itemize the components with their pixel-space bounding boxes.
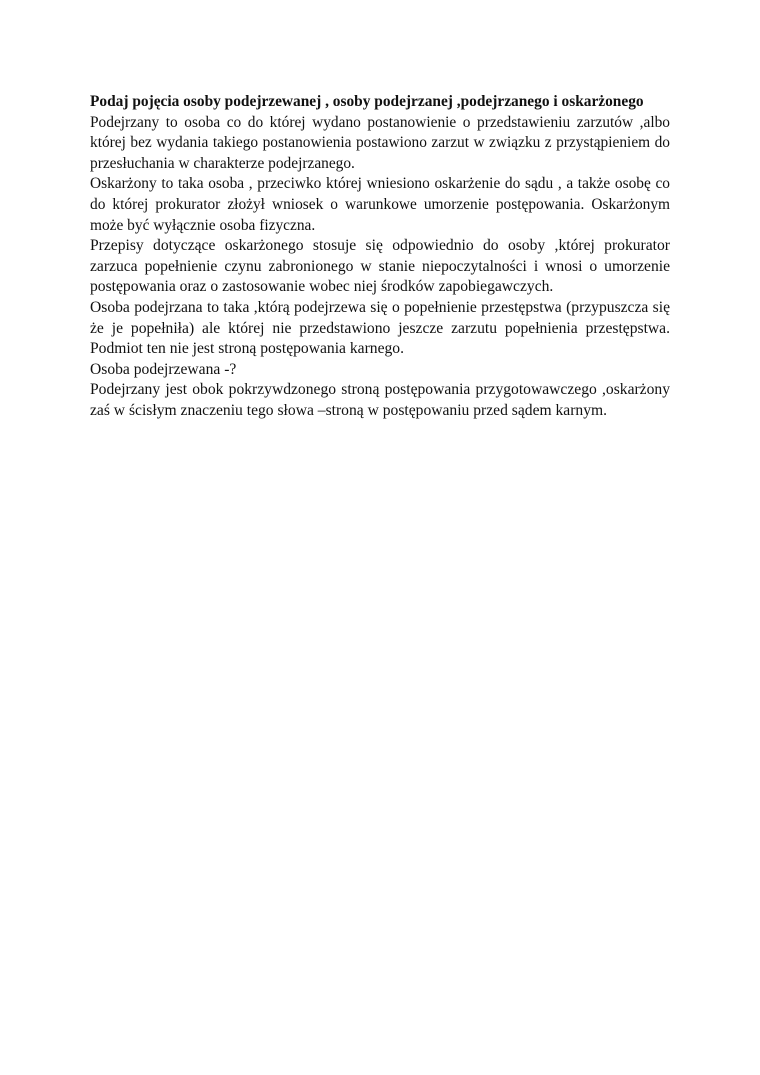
paragraph-osoba-podejrzana: Osoba podejrzana to taka ,którą podejrzewa się o popełnienie przestępstwa (przypuszcza się że je popełniła) ale której nie przedstawiono jeszcze zarzutu popełnienia przestępstwa. Podmiot ten nie jest stroną postępowania karnego.	[90, 298, 670, 358]
paragraph-przepisy: Przepisy dotyczące oskarżonego stosuje się odpowiednio do osoby ,której prokurator zarzuca popełnienie czynu zabronionego w stanie niepoczytalności i wnosi o umorzenie postępowania oraz o zastosowanie wobec niej środków zapobiegawczych.	[90, 237, 670, 296]
paragraph-osoba-podejrzewana: Osoba podejrzewana -?	[90, 360, 237, 378]
document-title: Podaj pojęcia osoby podejrzewanej , osoby podejrzanej ,podejrzanego i oskarżonego	[90, 93, 644, 110]
paragraph-oskarzony: Oskarżony to taka osoba , przeciwko której wniesiono oskarżenie do sądu , a także osobę co do której prokurator złożył wniosek o warunkowe umorzenie postępowania. Oskarżonym może być wyłącznie osoba fizyczna.	[90, 175, 670, 234]
paragraph-podejrzany: Podejrzany to osoba co do której wydano postanowienie o przedstawieniu zarzutów ,albo której bez wydania takiego postanowienia postawiono zarzut w związku z przystąpieniem do przesłuchania w charakterze podejrzanego.	[90, 113, 670, 172]
paragraph-strony: Podejrzany jest obok pokrzywdzonego stroną postępowania przygotowawczego ,oskarżony zaś w ścisłym znaczeniu tego słowa –stroną w postępowaniu przed sądem karnym.	[90, 381, 670, 419]
document-body	[90, 92, 670, 422]
